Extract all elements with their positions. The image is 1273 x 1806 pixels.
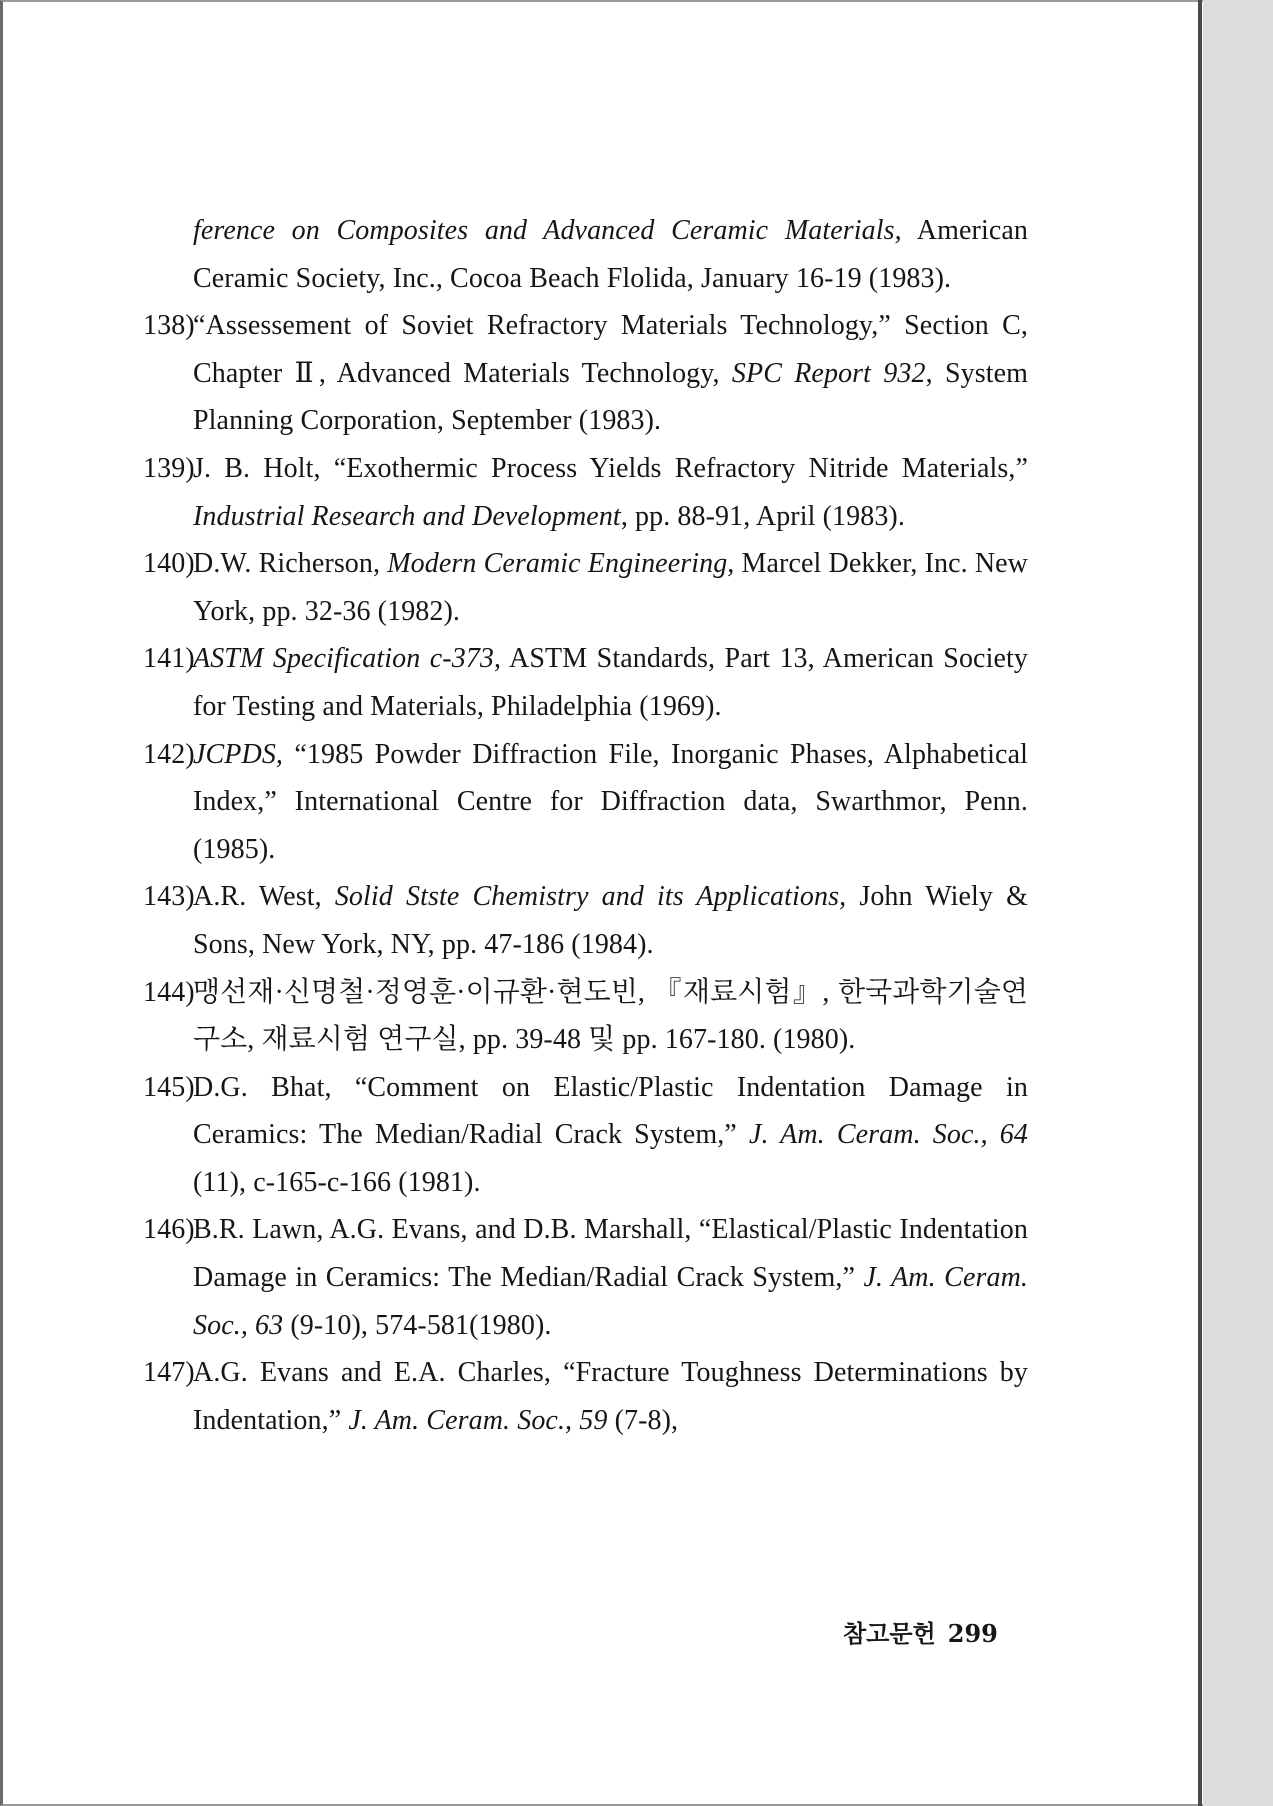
reference-text-tail: (7-8), (607, 1404, 679, 1436)
reference-number: 138) (143, 310, 195, 342)
reference-item (143, 731, 1028, 874)
reference-item (143, 635, 1028, 730)
reference-number: 139) (143, 452, 195, 484)
reference-text-tail: , ASTM Standards, Part 13, American Society for Testing and Materials, Philadelphia (1969). (193, 643, 1028, 722)
reference-number: 140) (143, 548, 195, 580)
reference-text-tail: (9-10), 574-581(1980). (283, 1309, 552, 1341)
reference-text: American Ceramic Society, Inc., Cocoa Beach Flolida, January 16-19 (1983). (193, 215, 1028, 294)
section-title: 참고문헌 (843, 1619, 936, 1648)
reference-text: 맹선재·신명철·정영훈·이규환·현도빈, 『재료시험』, 한국과학기술연구소, 재료시험 연구실, pp. 39-48 및 pp. 167-180. (1980). (193, 976, 1028, 1056)
reference-number: 145) (143, 1071, 195, 1103)
page-footer (843, 1614, 1010, 1649)
reference-number: 147) (143, 1357, 195, 1389)
reference-italic: ference on Composites and Advanced Ceramic Materials, (193, 215, 902, 246)
reference-italic: J. Am. Ceram. Soc., 63 (193, 1262, 1028, 1341)
reference-italic: Modern Ceramic Engineering, (387, 548, 735, 580)
reference-text: D.G. Bhat, “Comment on Elastic/Plastic Indentation Damage in Ceramics: The Median/Radial Crack System,” (193, 1071, 1028, 1151)
reference-text-tail: Marcel Dekker, Inc. New York, pp. 32-36 (1982). (193, 548, 1029, 627)
reference-item (143, 873, 1029, 968)
reference-text: D.W. Richerson, (193, 548, 388, 580)
reference-text-tail: “1985 Powder Diffraction File, Inorganic Phases, Alphabetical Index,” International Centre for Diffraction data, Swarthmor, Penn. (1985). (193, 738, 1028, 865)
reference-item (143, 1064, 1028, 1207)
reference-text-tail: , pp. 88-91, April (1983). (620, 500, 905, 532)
reference-number: 141) (143, 643, 195, 675)
reference-text: B.R. Lawn, A.G. Evans, and D.B. Marshall, “Elastical/Plastic Indentation Damage in Ceramics: The Median/Radial Crack System,” (193, 1214, 1028, 1294)
reference-text: A.R. West, (193, 881, 335, 913)
reference-list (143, 207, 1029, 1444)
reference-text-tail: John Wiely & Sons, New York, NY, pp. 47-186 (1984). (193, 881, 1029, 960)
page-edge (1198, 0, 1202, 1806)
reference-text: A.G. Evans and E.A. Charles, “Fracture Toughness Determinations by Indentation,” (193, 1357, 1028, 1436)
viewer-margin (1203, 0, 1273, 1806)
reference-item (143, 302, 1028, 445)
reference-text-tail: (11), c-165-c-166 (1981). (193, 1166, 481, 1198)
page-number: 299 (947, 1619, 998, 1648)
reference-number: 146) (143, 1214, 195, 1246)
reference-continuation (168, 207, 1028, 302)
reference-item (143, 1349, 1028, 1444)
reference-italic: Industrial Research and Development (193, 500, 621, 532)
reference-item (143, 969, 1028, 1064)
reference-item (143, 540, 1029, 635)
reference-item (143, 1206, 1028, 1349)
reference-italic: J. Am. Ceram. Soc., 64 (748, 1119, 1028, 1151)
reference-italic: J. Am. Ceram. Soc., 59 (348, 1404, 608, 1436)
reference-number: 142) (143, 738, 195, 770)
reference-italic: JCPDS, (193, 738, 284, 770)
reference-item (143, 445, 1028, 540)
reference-italic: SPC Report 932 (731, 357, 926, 389)
reference-number: 143) (143, 881, 195, 913)
reference-text: J. B. Holt, “Exothermic Process Yields Refractory Nitride Materials,” (193, 452, 1028, 484)
reference-italic: Solid Stste Chemistry and its Applications, (334, 881, 847, 913)
reference-italic: ASTM Specification c-373 (193, 643, 495, 675)
reference-text: “Assessement of Soviet Refractory Materials Technology,” Section C, Chapter Ⅱ, Advanced Materials Technology, (193, 310, 1028, 389)
reference-text-tail: , System Planning Corporation, September (1983). (193, 357, 1028, 437)
reference-number: 144) (143, 976, 195, 1008)
